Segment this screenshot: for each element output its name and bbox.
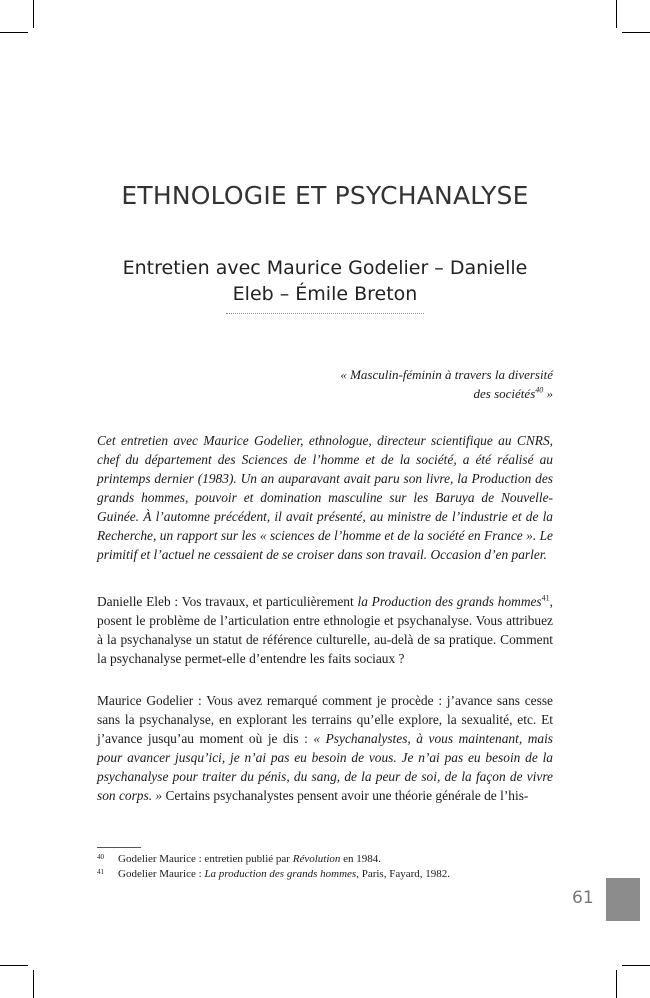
epigraph-close-quote: » [543,386,553,401]
crop-mark [33,0,34,28]
question-text-end: , posent le problème de l’articulation entre ethnologie et psychanalyse. Vous attribuez à la psychanalyse un statut de référence culturelle, au-delà de sa pratique. Comment la psychanalyse permet-elle d’entendre les faits sociaux ? [97,594,554,666]
epigraph-line-1: « Masculin-féminin à travers la diversité [340,367,553,382]
crop-mark [616,970,617,998]
crop-mark [0,965,28,966]
crop-mark [616,0,617,28]
footnote-ref-40[interactable]: 40 [535,385,544,395]
answer-text-end: Certains psychanalystes pensent avoir une théorie générale de l’his- [162,788,529,803]
footnote-number: 40 [97,853,104,861]
subtitle-line-1: Entretien avec Maurice Godelier – Danielle [122,257,528,279]
intro-paragraph [97,431,553,564]
footnote-text: Godelier Maurice : entretien publié par Révolution en 1984. [118,853,382,865]
footnote-text: Godelier Maurice : La production des grands hommes, Paris, Fayard, 1982. [118,868,450,880]
subtitle-line-2: Eleb – Émile Breton [232,283,418,305]
crop-mark [33,970,34,998]
answer-quote: « Psychanalystes, à vous maintenant, mais pour avancer jusqu’ici, je n’ai pas eu besoin de vous. Je n’ai pas eu besoin de la psychanalyse pour traiter du pénis, du sang, de la peur de soi, de la façon de vivre son corps. » [97,731,553,803]
footnote-ref-41[interactable]: 41 [541,593,550,603]
crop-mark [622,32,650,33]
question-paragraph [97,592,553,668]
intro-text: Cet entretien avec Maurice Godelier, ethnologue, directeur scientifique au CNRS, chef du département des Sciences de l’homme et de la société, a été réalisé au printemps dernier (1983). Un an auparavant avait paru son livre, la Production des grands hommes, pouvoir et domination masculine sur les Baruya de Nouvelle-Guinée. À l’automne précédent, il avait présenté, au ministre de l’industrie et de la Recherche, un rapport sur les « sciences de l’homme et de la société en France ». Le primitif et l’actuel ne cessaient de se croiser dans son travail. Occasion d’en parler. [97,433,553,562]
page-number: 61 [572,888,594,908]
book-title: la Production des grands hommes [357,594,542,609]
crop-mark [622,965,650,966]
dotted-separator [226,313,424,314]
subtitle [90,255,560,307]
footnote-rule [97,847,141,848]
page-edge-tab [606,878,640,921]
answer-text-start: Maurice Godelier : Vous avez remarqué comment je procède : j’avance sans cesse sans la psychanalyse, en explorant les terrains qu’elle explore, la sexualité, etc. Et j’avance jusqu’au moment où je dis : [97,693,553,746]
footnote-number: 41 [97,868,104,876]
epigraph [253,365,553,403]
question-text-start: Danielle Eleb : Vos travaux, et particulièrement [97,594,358,609]
epigraph-line-2: des sociétés [473,386,536,401]
answer-paragraph [97,691,553,805]
page-title: ETHNOLOGIE ET PSYCHANALYSE [121,181,529,210]
crop-mark [0,32,28,33]
